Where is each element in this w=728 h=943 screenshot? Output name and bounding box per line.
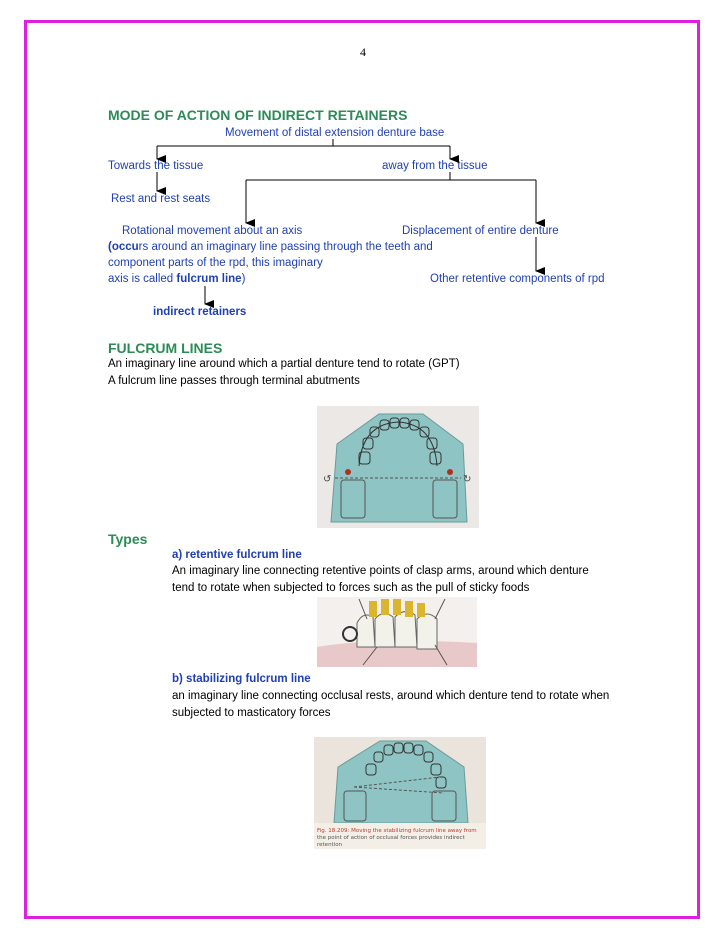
figure-stabilizing-fulcrum bbox=[314, 737, 486, 849]
figure-caption-line-3: retention bbox=[317, 842, 343, 848]
figure-caption-line-1: Fig. 18.209: Moving the stabilizing fulcrum line away from bbox=[317, 828, 477, 834]
svg-text:↻: ↻ bbox=[463, 474, 472, 485]
node-away-tissue: away from the tissue bbox=[382, 160, 488, 172]
rotation-description-line-1: (occurs around an imaginary line passing through the teeth and bbox=[108, 241, 433, 253]
node-displacement: Displacement of entire denture bbox=[402, 225, 559, 237]
type-b-label: b) stabilizing fulcrum line bbox=[172, 673, 311, 685]
figure-dental-arch-fulcrum bbox=[317, 406, 479, 528]
section-title-indirect-retainers: MODE OF ACTION OF INDIRECT RETAINERS bbox=[108, 107, 408, 123]
rotation-description-line-3: axis is called fulcrum line) bbox=[108, 273, 246, 285]
fulcrum-definition-1: An imaginary line around which a partial denture tend to rotate (GPT) bbox=[108, 358, 460, 370]
svg-text:↺: ↺ bbox=[323, 474, 332, 485]
type-b-description-2: subjected to masticatory forces bbox=[172, 707, 331, 719]
node-rest-seats: Rest and rest seats bbox=[111, 193, 211, 205]
stabilizing-arch-illustration bbox=[314, 737, 486, 849]
node-rotational-movement: Rotational movement about an axis bbox=[122, 225, 303, 237]
dental-arch-illustration bbox=[317, 406, 479, 528]
figure-caption-line-2: the point of action of occlusal forces provides indirect bbox=[317, 835, 465, 841]
type-a-label: a) retentive fulcrum line bbox=[172, 549, 302, 561]
node-towards-tissue: Towards the tissue bbox=[108, 160, 204, 172]
figure-retentive-fulcrum bbox=[317, 597, 477, 667]
page-number: 4 bbox=[360, 45, 366, 59]
node-indirect-retainers: indirect retainers bbox=[153, 306, 247, 318]
types-heading: Types bbox=[108, 531, 148, 547]
fulcrum-definition-2: A fulcrum line passes through terminal abutments bbox=[108, 375, 360, 387]
node-movement-distal: Movement of distal extension denture base bbox=[225, 127, 445, 139]
section-title-fulcrum-lines: FULCRUM LINES bbox=[108, 340, 223, 356]
rotation-description-line-2: component parts of the rpd, this imaginary bbox=[108, 257, 323, 269]
node-other-retentive: Other retentive components of rpd bbox=[430, 273, 605, 285]
type-b-description-1: an imaginary line connecting occlusal rests, around which denture tend to rotate when bbox=[172, 690, 610, 702]
type-a-description-1: An imaginary line connecting retentive points of clasp arms, around which denture bbox=[172, 565, 589, 577]
type-a-description-2: tend to rotate when subjected to forces such as the pull of sticky foods bbox=[172, 582, 530, 594]
retentive-clasp-illustration bbox=[317, 597, 477, 667]
